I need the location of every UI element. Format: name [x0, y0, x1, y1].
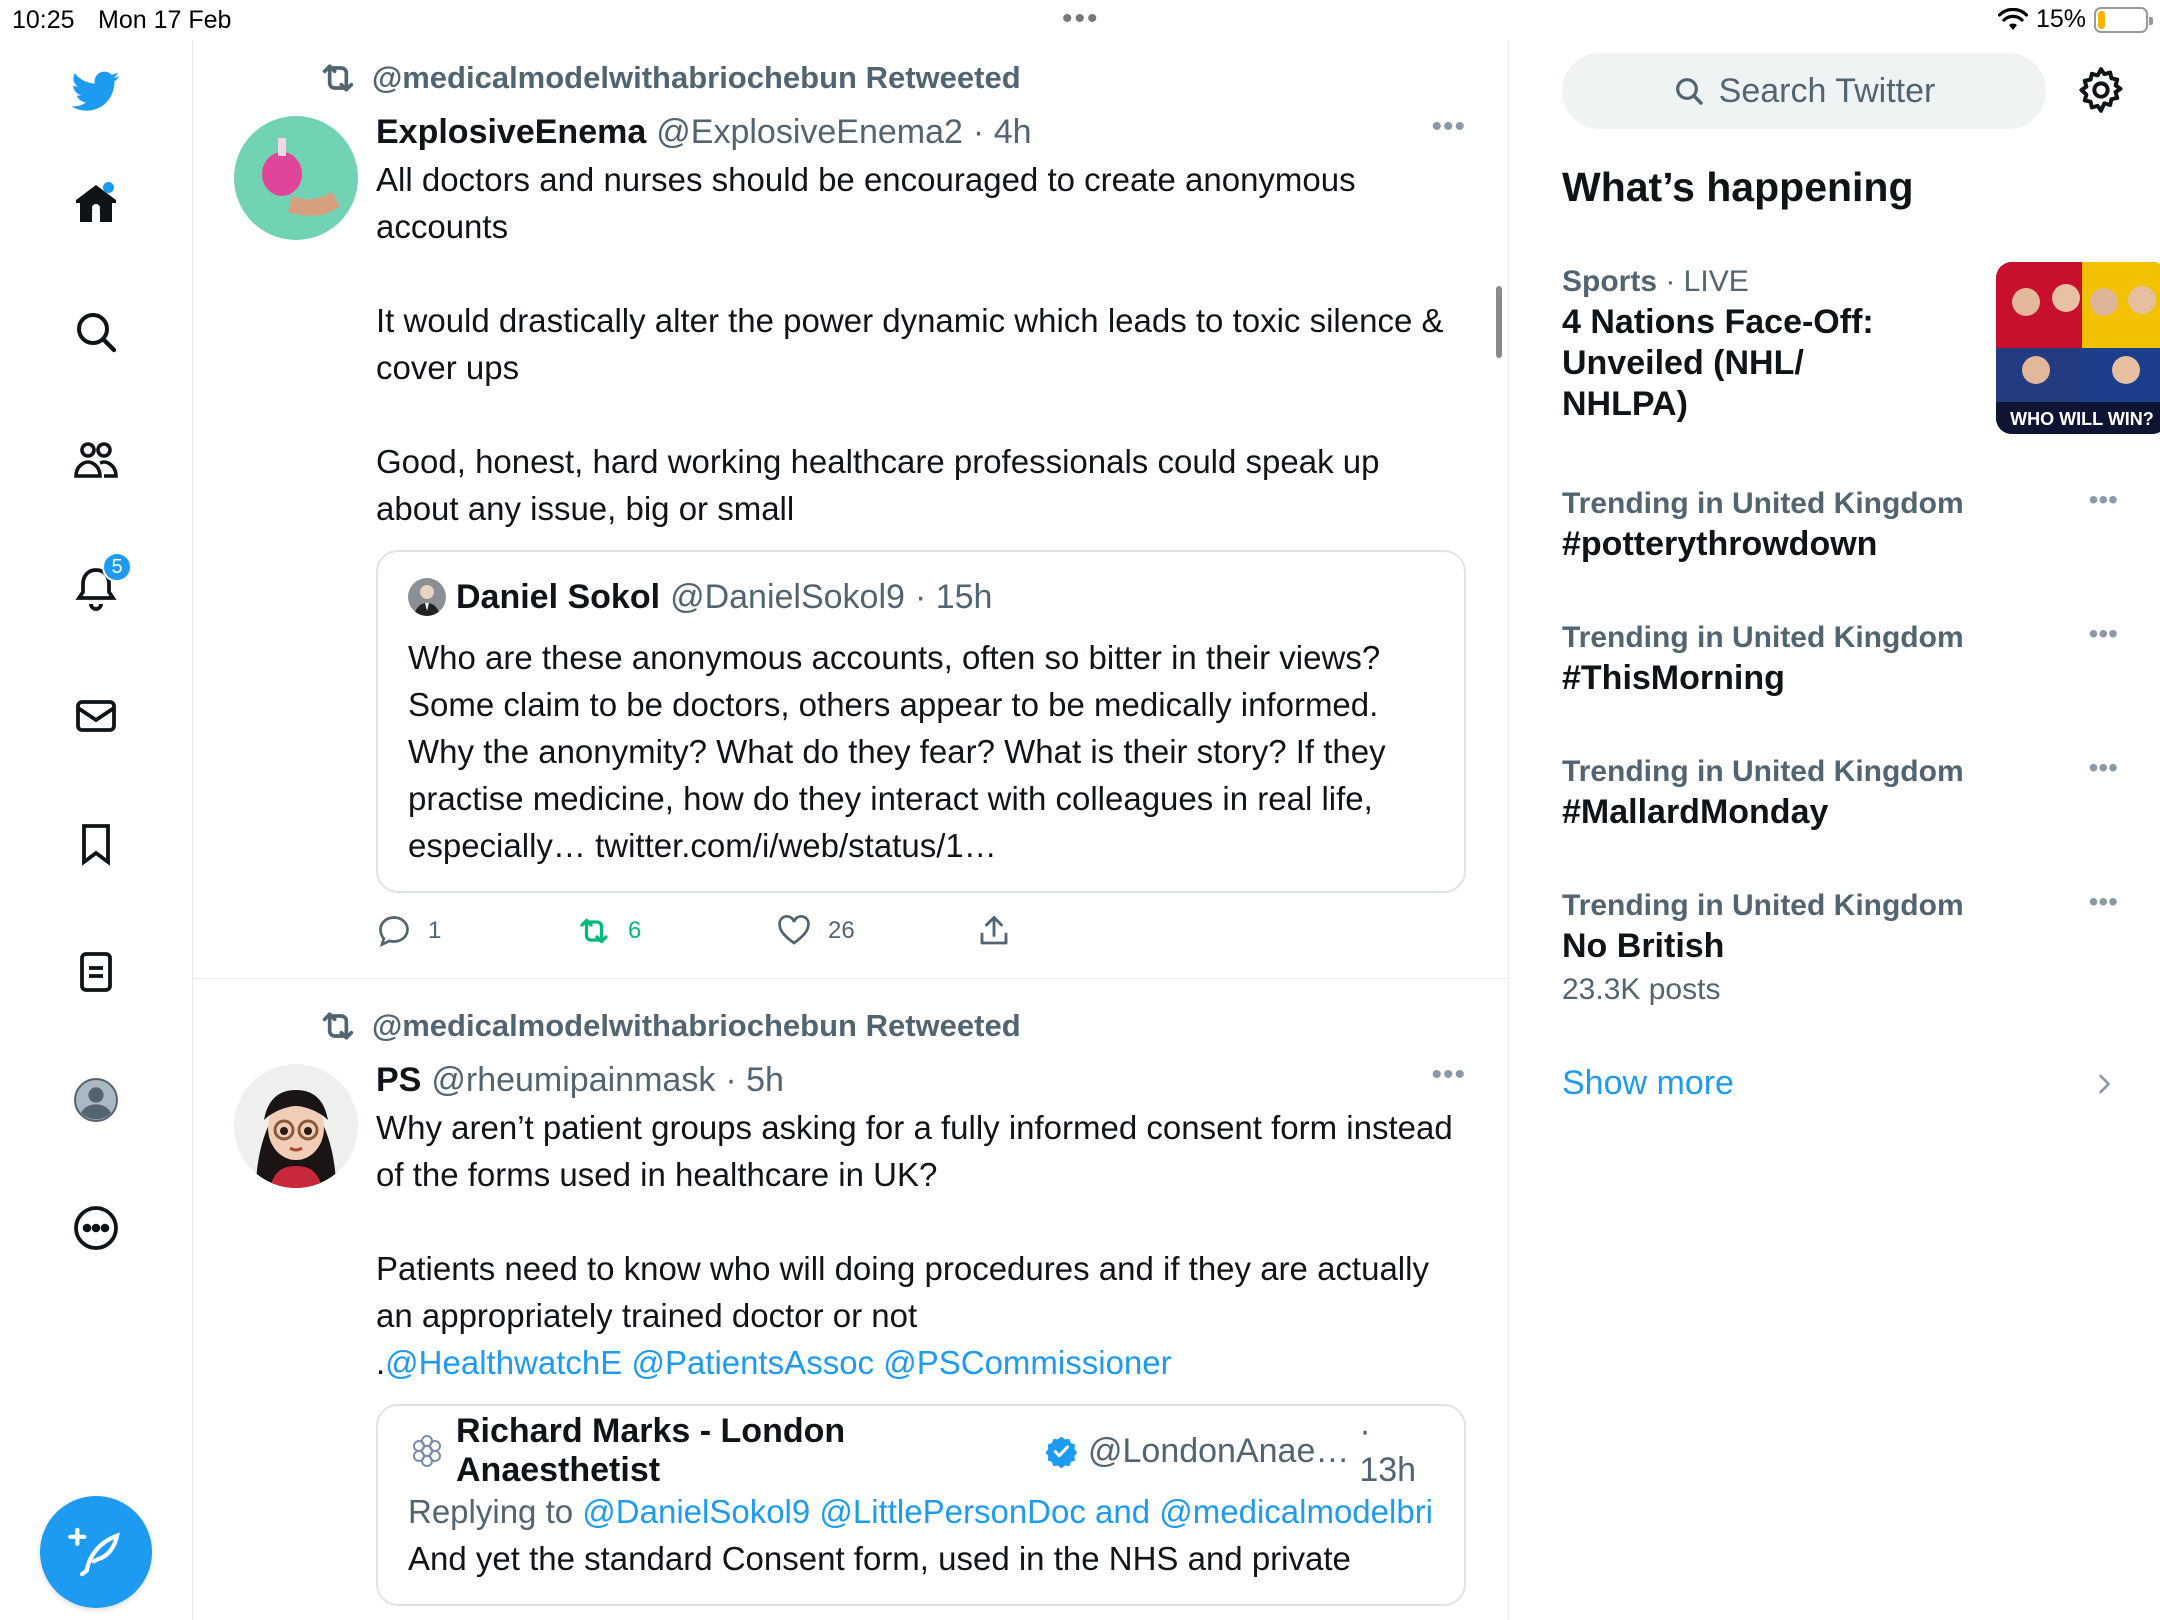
tweet-text: All doctors and nurses should be encouraged to create anonymous accounts It would drastically alter the power dynamic which leads to toxic silence & cover ups Good, honest, hard working healthcare professionals could speak up about any issue, big or small [376, 161, 1444, 527]
home-icon[interactable] [66, 174, 126, 234]
whats-happening-heading: What’s happening [1562, 164, 1914, 210]
show-more-link[interactable]: Show more [1562, 1064, 1734, 1102]
trend-category: Trending in United Kingdom [1562, 621, 1964, 654]
notifications-icon[interactable] [66, 555, 126, 618]
retweet-context [318, 58, 1021, 98]
featured-image[interactable] [1996, 262, 2160, 434]
reply-button[interactable] [376, 913, 441, 949]
featured-image-caption: WHO WILL WIN? [2010, 409, 2154, 429]
notification-badge: 5 [102, 552, 132, 582]
author-name[interactable]: ExplosiveEnema [376, 113, 647, 151]
search-icon [1673, 75, 1705, 107]
quote-time: · 15h [914, 577, 993, 616]
quoted-tweet[interactable] [376, 550, 1466, 893]
battery-percent: 15% [2035, 5, 2086, 33]
scrollbar-thumb[interactable] [1496, 286, 1502, 358]
chevron-right-icon [2090, 1070, 2118, 1098]
trend-item[interactable] [1562, 886, 2118, 1007]
quote-header [408, 1412, 1434, 1489]
search-input[interactable] [1562, 53, 2046, 129]
quote-time: · 13h [1359, 1412, 1417, 1489]
tweet-divider [194, 978, 1508, 979]
more-icon[interactable] [66, 1198, 126, 1258]
left-nav [0, 40, 193, 1620]
trend-category: Trending in United Kingdom [1562, 487, 1964, 520]
author-name[interactable]: PS [376, 1061, 422, 1099]
twitter-logo-icon[interactable] [66, 60, 126, 120]
retweet-icon [576, 913, 612, 949]
trend-title: No British [1562, 927, 1725, 965]
like-button[interactable] [776, 913, 855, 949]
trend-item[interactable] [1562, 618, 2118, 699]
trend-more-button[interactable]: ••• [2088, 618, 2118, 649]
retweet-count: 6 [628, 917, 642, 944]
trend-post-count: 23.3K posts [1562, 973, 1721, 1006]
tweet-header [376, 110, 1466, 154]
author-handle[interactable]: @rheumipainmask [431, 1061, 716, 1099]
trend-category: Trending in United Kingdom [1562, 755, 1964, 788]
trend-more-button[interactable]: ••• [2088, 484, 2118, 515]
retweet-icon [318, 58, 358, 98]
quote-author-name: Richard Marks - London Anaesthetist [456, 1412, 846, 1489]
trend-title: #ThisMorning [1562, 659, 1785, 697]
quote-author-handle: @DanielSokol9 [670, 577, 905, 616]
tweet-mentions[interactable]: @HealthwatchE @PatientsAssoc @PSCommissioner [385, 1344, 1172, 1381]
avatar[interactable] [234, 116, 358, 240]
multitask-dots[interactable]: ••• [1062, 2, 1100, 35]
tweet-text-body: Why aren’t patient groups asking for a fully informed consent form instead of the forms used in healthcare in UK? Patients need to know who will doing procedures and if they are actually an appropriately trained doctor or not [376, 1109, 1453, 1334]
status-date: Mon 17 Feb [98, 6, 232, 34]
quoted-tweet[interactable] [376, 1404, 1466, 1606]
tweet-body [376, 1058, 1466, 1606]
trend-category: Trending in United Kingdom [1562, 889, 1964, 922]
messages-icon[interactable] [66, 686, 126, 746]
tweet-more-button[interactable]: ••• [1431, 1058, 1466, 1091]
featured-status: · LIVE [1657, 265, 1749, 298]
quote-author-handle: @LondonAnae… [1087, 1431, 1350, 1470]
compose-button[interactable] [40, 1496, 152, 1608]
lists-icon[interactable] [66, 942, 126, 1002]
quote-text: Who are these anonymous accounts, often so bitter in their views? Some claim to be doctors, others appear to be medically informed. Why the anonymity? What do they fear? What is their story? If they practise medicine, how do they interact with colleagues in real life, especially… twitter.com/i/web/status/1… [408, 639, 1386, 864]
author-handle[interactable]: @ExplosiveEnema2 [656, 113, 963, 151]
tweet-time[interactable]: · 5h [725, 1061, 784, 1099]
trend-more-button[interactable]: ••• [2088, 886, 2118, 917]
reply-icon [376, 913, 412, 949]
quote-avatar [408, 1432, 446, 1470]
trend-title: #potterythrowdown [1562, 525, 1878, 563]
replying-to-label: Replying to [408, 1493, 574, 1530]
search-icon[interactable] [66, 302, 126, 362]
like-count: 26 [828, 917, 855, 944]
share-button[interactable] [976, 913, 1012, 949]
tweet-actions [376, 913, 1466, 973]
compose-feather-icon [68, 1524, 124, 1580]
share-icon [976, 913, 1012, 949]
gear-icon[interactable] [2076, 65, 2126, 115]
quote-avatar [408, 578, 446, 616]
communities-icon[interactable] [66, 430, 126, 490]
featured-trend[interactable] [1562, 262, 2154, 429]
featured-title: 4 Nations Face-Off: Unveiled (NHL/ NHLPA) [1562, 303, 1874, 423]
featured-category-name: Sports [1562, 265, 1658, 298]
avatar[interactable] [234, 1064, 358, 1188]
battery-fill [2098, 11, 2105, 29]
retweet-context [318, 1006, 1021, 1046]
trend-more-button[interactable]: ••• [2088, 752, 2118, 783]
home-unread-dot [103, 182, 114, 193]
quote-text: And yet the standard Consent form, used in the NHS and private [408, 1540, 1351, 1577]
search-placeholder: Search Twitter [1718, 71, 1936, 110]
reply-count: 1 [428, 917, 442, 944]
status-indicators [1998, 5, 2148, 34]
bookmarks-icon[interactable] [66, 814, 126, 874]
tweet-body [376, 110, 1466, 973]
heart-icon [776, 913, 812, 949]
retweeted-by[interactable]: @medicalmodelwithabriochebun Retweeted [372, 1008, 1021, 1043]
profile-icon[interactable] [66, 1070, 126, 1130]
quote-replying-to [408, 1488, 1434, 1535]
tweet-text [376, 1104, 1466, 1386]
retweet-button[interactable] [576, 913, 641, 949]
retweet-icon [318, 1006, 358, 1046]
trend-item[interactable] [1562, 484, 2118, 565]
quote-header [408, 574, 1434, 620]
verified-badge-icon [1045, 1434, 1078, 1468]
right-sidebar [1510, 40, 2160, 1620]
tweet-header [376, 1058, 1466, 1102]
timeline [194, 40, 1509, 1620]
replying-to-handles[interactable]: @DanielSokol9 @LittlePersonDoc and @medicalmodelbri [582, 1493, 1434, 1530]
quote-author-name: Daniel Sokol [456, 577, 661, 616]
tweet-time[interactable]: · 4h [972, 113, 1032, 151]
status-bar [0, 0, 2160, 40]
wifi-icon [1998, 8, 2028, 32]
mentions-prefix: . [376, 1344, 386, 1381]
tweet-more-button[interactable]: ••• [1431, 110, 1466, 143]
retweeted-by[interactable]: @medicalmodelwithabriochebun Retweeted [372, 60, 1021, 95]
status-time: 10:25 [12, 6, 75, 34]
trend-title: #MallardMonday [1562, 793, 1829, 831]
battery-icon [2094, 7, 2148, 33]
trend-item[interactable] [1562, 752, 2118, 833]
